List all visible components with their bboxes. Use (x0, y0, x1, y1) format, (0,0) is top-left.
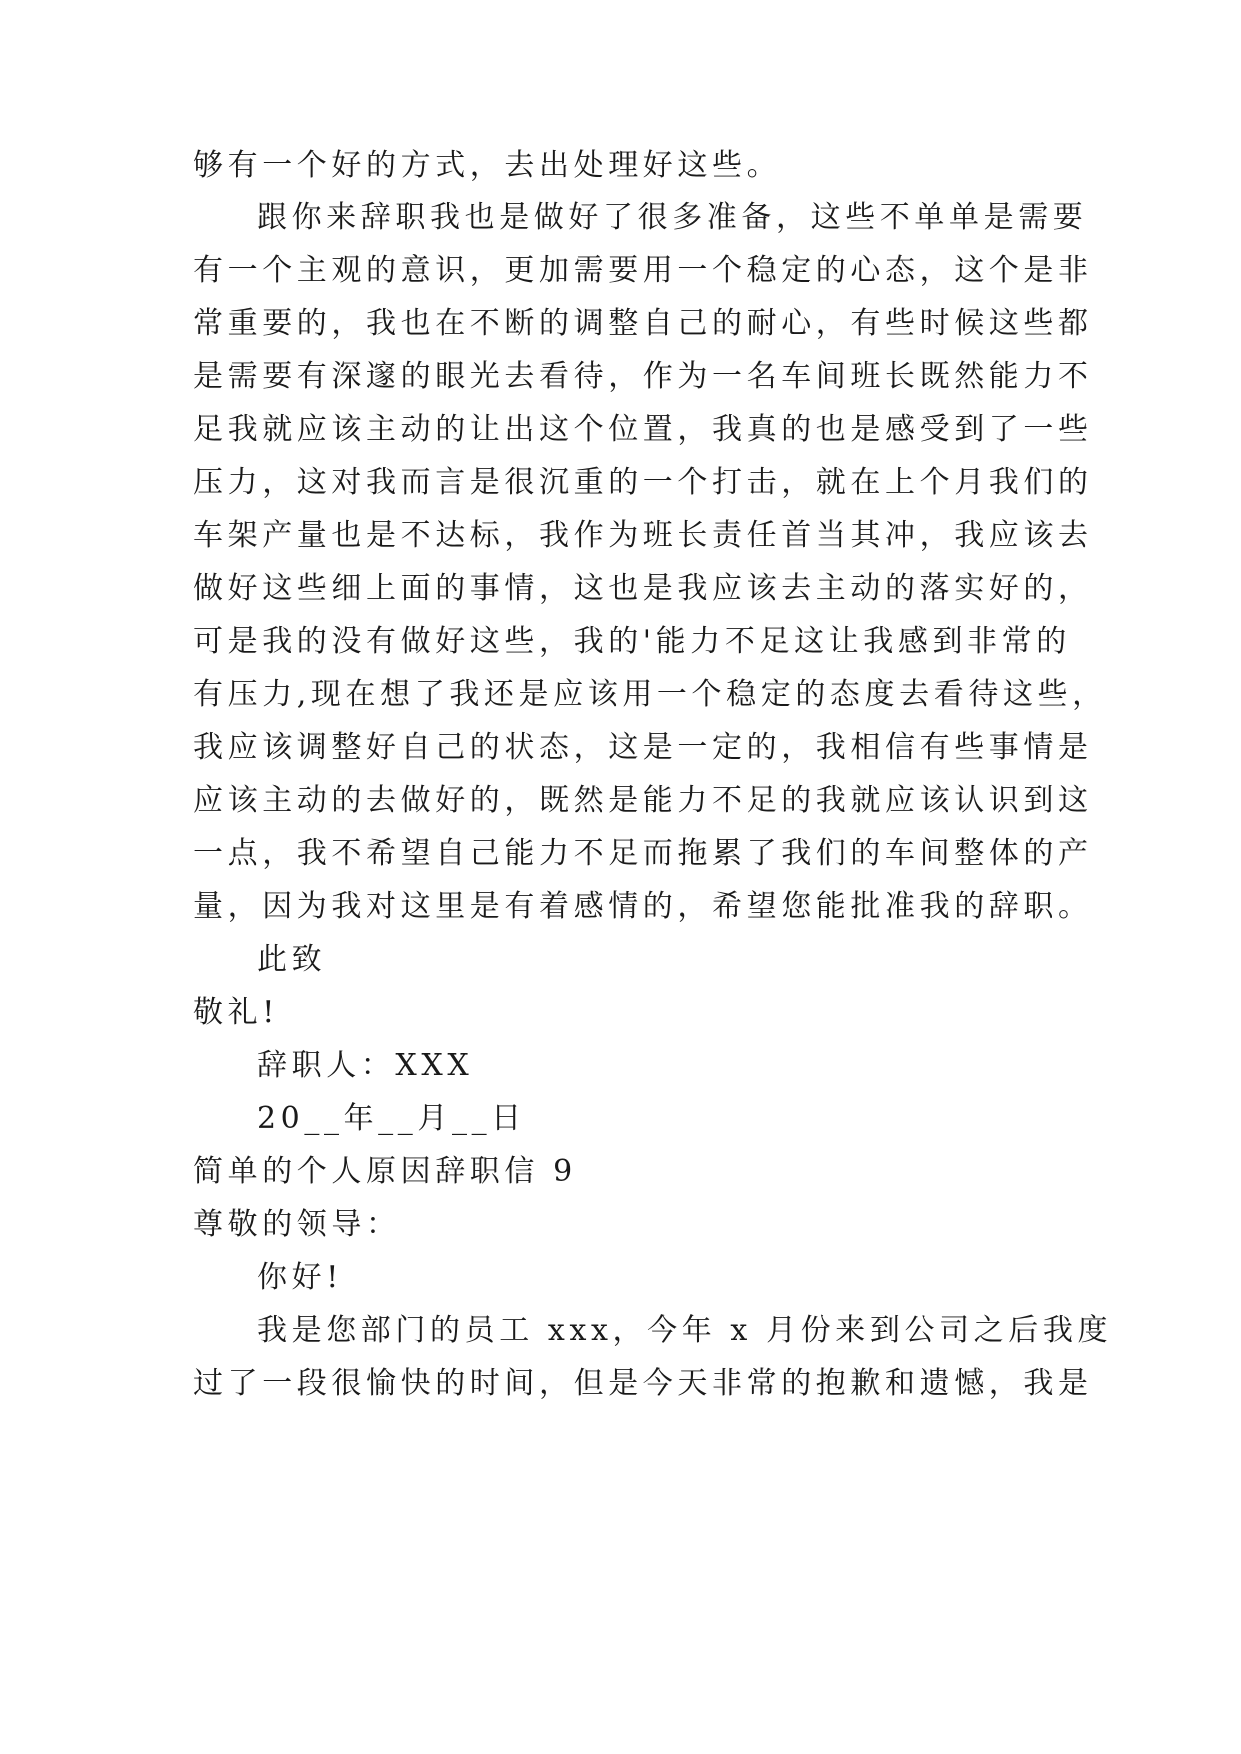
paragraph-line: 做好这些细上面的事情，这也是我应该去主动的落实好的， (193, 571, 1093, 606)
paragraph-line: 我应该调整好自己的状态，这是一定的，我相信有些事情是 (193, 730, 1093, 765)
paragraph-line: 应该主动的去做好的，既然是能力不足的我就应该认识到这 (193, 783, 1093, 818)
paragraph-line: 量，因为我对这里是有着感情的，希望您能批准我的辞职。 (193, 889, 1093, 924)
section-title: 简单的个人原因辞职信 9 (193, 1154, 577, 1189)
closing-text: 此致 (257, 942, 327, 977)
paragraph-line: 有压力,现在想了我还是应该用一个稳定的态度去看待这些， (193, 677, 1107, 712)
greeting-text: 尊敬的领导： (193, 1207, 401, 1242)
paragraph-line: 足我就应该主动的让出这个位置，我真的也是感受到了一些 (193, 412, 1093, 447)
paragraph-line: 压力，这对我而言是很沉重的一个打击，就在上个月我们的 (193, 465, 1093, 500)
paragraph-line: 跟你来辞职我也是做好了很多准备，这些不单单是需要 (257, 200, 1088, 235)
paragraph-line: 可是我的没有做好这些，我的'能力不足这让我感到非常的 (193, 624, 1071, 659)
paragraph-line: 一点，我不希望自己能力不足而拖累了我们的车间整体的产 (193, 836, 1093, 871)
signature-text: 辞职人：XXX (257, 1048, 474, 1083)
paragraph-line: 过了一段很愉快的时间，但是今天非常的抱歉和遗憾，我是 (193, 1366, 1093, 1401)
paragraph-line: 有一个主观的意识，更加需要用一个稳定的心态，这个是非 (193, 253, 1093, 288)
hello-text: 你好! (257, 1260, 343, 1295)
salute-text: 敬礼! (193, 995, 279, 1030)
paragraph-line: 车架产量也是不达标，我作为班长责任首当其冲，我应该去 (193, 518, 1093, 553)
paragraph-line: 够有一个好的方式，去出处理好这些。 (193, 148, 782, 183)
paragraph-line: 常重要的，我也在不断的调整自己的耐心，有些时候这些都 (193, 306, 1093, 341)
paragraph-line: 我是您部门的员工 xxx，今年 x 月份来到公司之后我度 (257, 1313, 1113, 1348)
paragraph-line: 是需要有深邃的眼光去看待，作为一名车间班长既然能力不 (193, 359, 1093, 394)
date-text: 20__年__月__日 (257, 1101, 526, 1136)
